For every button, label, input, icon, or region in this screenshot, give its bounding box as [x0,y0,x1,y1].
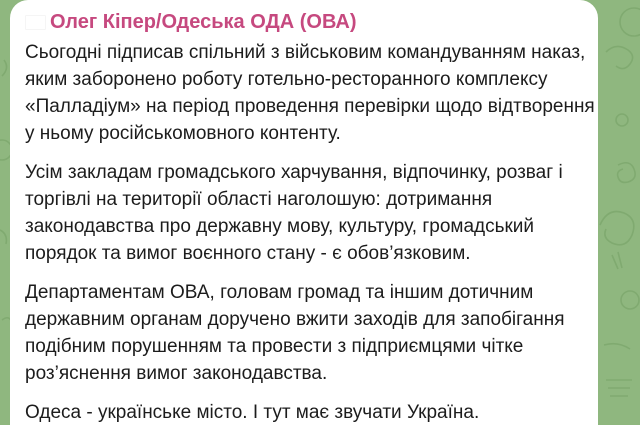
message-line: «Палладіум» на період проведення перевірки щодо відтворення [25,96,595,117]
channel-name[interactable]: Олег Кіпер/Одеська ОДА (ОВА) [50,11,357,33]
message-bubble [10,0,598,425]
message-line: порядок та вимог воєнного стану - є обов’язковим. [25,243,471,264]
message-line: державним органам доручено вжити заходів для запобігання [25,309,565,330]
message-paragraph [25,39,595,147]
channel-header [25,11,584,33]
message-line: подібним порушенням та провести з підприємцями чітке [25,336,524,357]
message-line: Департаментам ОВА, головам громад та іншим дотичним [25,282,534,303]
message-line: Усім закладам громадського харчування, відпочинку, розваг і [25,162,563,183]
message-line: законодавства про державну мову, культуру, громадський [25,216,535,237]
message-paragraph [25,279,584,387]
message-line: яким заборонено роботу готельно-ресторанного комплексу [25,69,548,90]
message-line: торгівлі на території області наголошую: дотримання [25,189,493,210]
message-line: у ньому російськомовного контенту. [25,123,341,144]
message-line: Одеса - українське місто. І тут має звучати Україна. [25,402,480,423]
message-line: Сьогодні підписав спільний з військовим командуванням наказ, [25,42,586,63]
message-line: роз’яснення вимог законодавства. [25,363,328,384]
message-paragraph [25,399,584,425]
message-paragraph [25,159,584,267]
message-text [25,39,595,425]
ukraine-flag-icon [25,15,46,30]
